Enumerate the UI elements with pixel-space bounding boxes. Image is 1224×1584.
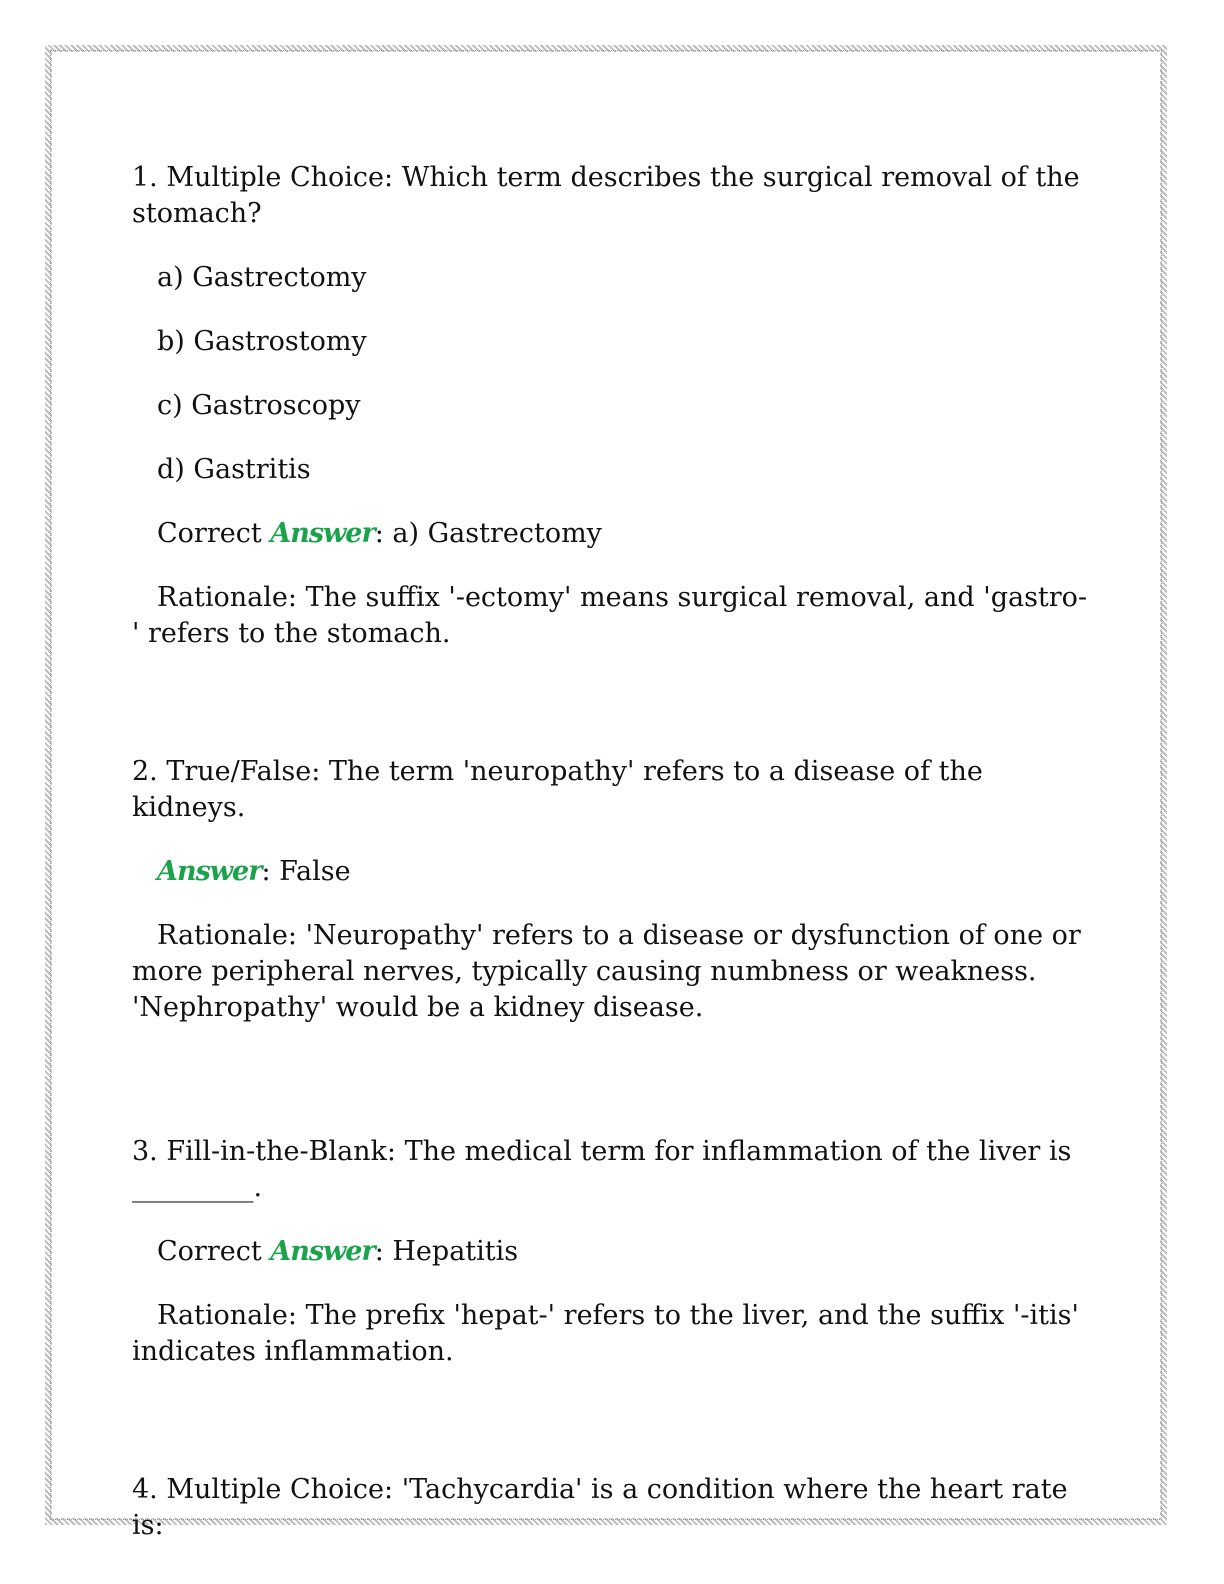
question-1-option-d: d) Gastritis — [157, 454, 311, 485]
question-3-rationale: Rationale: The prefix 'hepat-' refers to the liver, and the suffix '-itis' indicates inflammation. — [132, 1300, 1079, 1367]
spacer — [132, 1054, 1092, 1134]
question-3-correct-answer — [132, 1234, 1092, 1270]
spacer — [132, 680, 1092, 754]
answer-value: : a) Gastrectomy — [374, 518, 602, 549]
question-3-text — [132, 1134, 1092, 1206]
question-4 — [132, 1472, 1092, 1544]
correct-prefix: Correct — [157, 1236, 271, 1267]
question-2-text: 2. True/False: The term 'neuropathy' refers to a disease of the kidneys. — [132, 756, 983, 823]
question-4-text: 4. Multiple Choice: 'Tachycardia' is a condition where the heart rate is: — [132, 1474, 1068, 1541]
question-1-correct-answer — [132, 516, 1092, 552]
question-3 — [132, 1134, 1092, 1370]
answer-word: Answer — [270, 518, 375, 549]
question-1 — [132, 160, 1092, 652]
question-2 — [132, 754, 1092, 1026]
answer-value: : Hepatitis — [374, 1236, 519, 1267]
spacer — [132, 1398, 1092, 1472]
answer-word: Answer — [270, 1236, 375, 1267]
question-1-option-b: b) Gastrostomy — [157, 326, 367, 357]
question-2-rationale: Rationale: 'Neuropathy' refers to a disease or dysfunction of one or more peripheral nerves, typically causing numbness or weakness. 'Nephropathy' would be a kidney disease. — [132, 920, 1081, 1023]
question-1-text: 1. Multiple Choice: Which term describes the surgical removal of the stomach? — [132, 162, 1080, 229]
question-1-option-c: c) Gastroscopy — [157, 390, 361, 421]
question-1-option-a: a) Gastrectomy — [157, 262, 367, 293]
question-2-answer — [132, 854, 1092, 890]
correct-prefix: Correct — [157, 518, 271, 549]
document-body — [132, 160, 1092, 1572]
answer-word: Answer — [157, 856, 262, 887]
answer-value: : False — [261, 856, 351, 887]
question-3-blank: _________. — [132, 1172, 263, 1203]
question-3-prompt: 3. Fill-in-the-Blank: The medical term for inflammation of the liver is — [132, 1136, 1072, 1167]
question-1-rationale: Rationale: The suffix '-ectomy' means surgical removal, and 'gastro-' refers to the stomach. — [132, 582, 1088, 649]
